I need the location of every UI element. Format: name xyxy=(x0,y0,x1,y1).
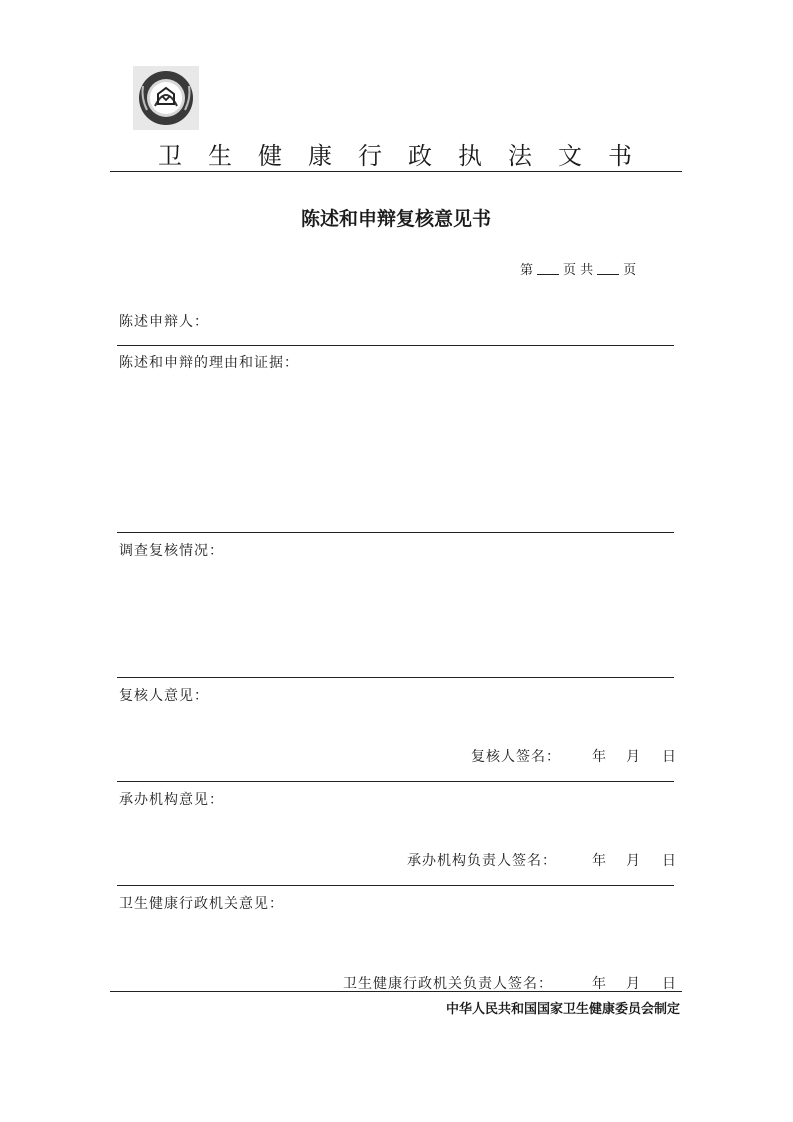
year-label: 年 xyxy=(592,976,606,992)
year-label: 年 xyxy=(592,749,606,765)
investigation-section-divider xyxy=(117,677,674,678)
header-char: 书 xyxy=(608,141,632,170)
reviewer-date xyxy=(592,746,676,766)
page-count xyxy=(520,258,680,278)
authority-signature-label: 卫生健康行政机关负责人签名： xyxy=(343,976,553,992)
page-number-field[interactable] xyxy=(537,262,559,275)
agency-date xyxy=(592,850,676,870)
day-label: 日 xyxy=(662,749,676,765)
reasons-label: 陈述和申辩的理由和证据： xyxy=(119,355,299,371)
reviewer-section-divider xyxy=(117,781,674,782)
reasons-section-divider xyxy=(117,532,674,533)
header-char: 文 xyxy=(558,141,582,170)
total-pages-field[interactable] xyxy=(597,262,619,275)
document-series-title xyxy=(110,136,680,170)
page-mid: 页 共 xyxy=(563,262,594,278)
day-label: 日 xyxy=(662,976,676,992)
reviewer-opinion-label: 复核人意见： xyxy=(119,688,209,704)
footer-divider xyxy=(110,991,682,992)
header-char: 健 xyxy=(258,141,282,170)
header-char: 行 xyxy=(358,141,382,170)
header-char: 政 xyxy=(408,141,432,170)
petitioner-field-line[interactable] xyxy=(117,345,674,346)
agency-section-divider xyxy=(117,885,674,886)
header-char: 法 xyxy=(508,141,532,170)
header-char: 执 xyxy=(458,141,482,170)
authority-date xyxy=(592,973,676,993)
investigation-label: 调查复核情况： xyxy=(119,543,224,559)
month-label: 月 xyxy=(626,853,640,869)
header-char: 康 xyxy=(308,141,332,170)
page-prefix: 第 xyxy=(520,262,534,278)
page-suffix: 页 xyxy=(623,262,637,278)
header-char: 生 xyxy=(208,141,232,170)
month-label: 月 xyxy=(626,749,640,765)
document-title: 陈述和申辩复核意见书 xyxy=(300,208,491,230)
authority-opinion-label: 卫生健康行政机关意见： xyxy=(119,896,284,912)
day-label: 日 xyxy=(662,853,676,869)
year-label: 年 xyxy=(592,853,606,869)
header-divider xyxy=(110,171,682,172)
health-inspection-emblem-icon xyxy=(133,66,199,130)
issuer-footer: 中华人民共和国国家卫生健康委员会制定 xyxy=(445,1002,680,1017)
agency-signature-label: 承办机构负责人签名： xyxy=(407,853,557,869)
petitioner-label: 陈述申辩人： xyxy=(119,314,209,330)
header-char: 卫 xyxy=(158,141,182,170)
month-label: 月 xyxy=(626,976,640,992)
agency-opinion-label: 承办机构意见： xyxy=(119,792,224,808)
reviewer-signature-label: 复核人签名： xyxy=(471,749,561,765)
